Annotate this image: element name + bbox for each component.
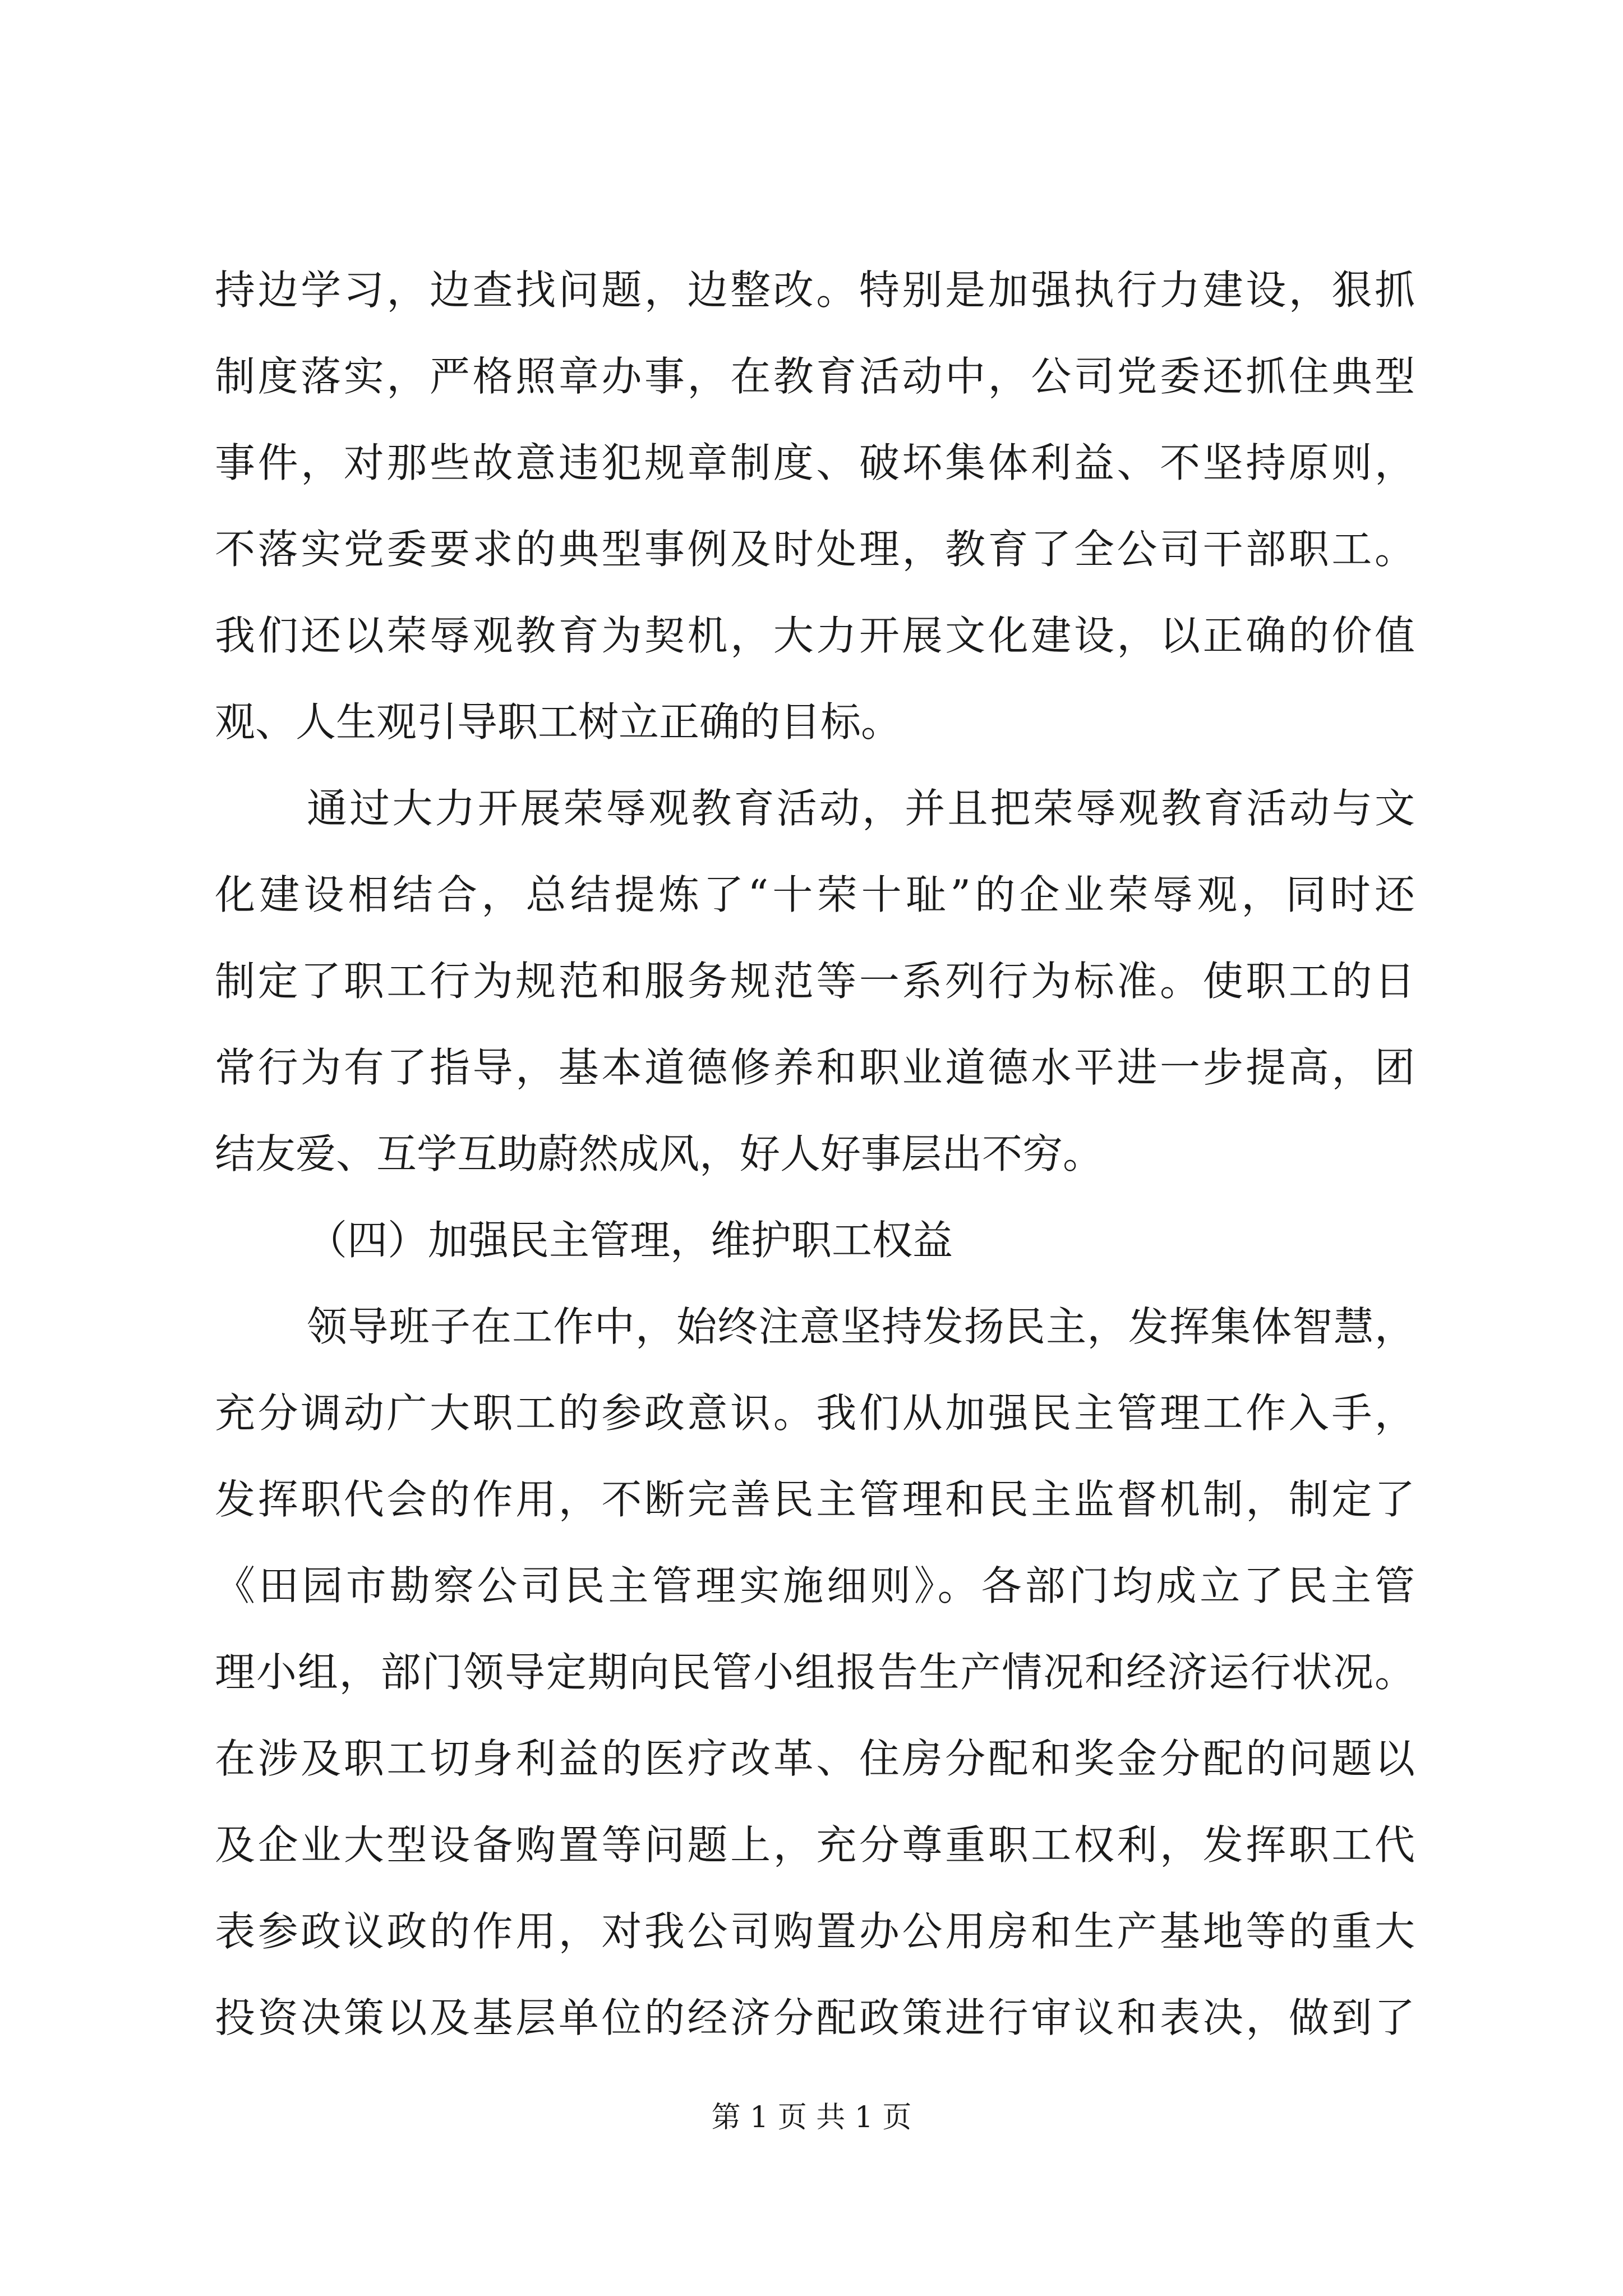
document-body: [215, 247, 1415, 2061]
paragraph-first-line: 领导班子在工作中，始终注意坚持发扬民主，发挥集体智慧，: [307, 1303, 1415, 1350]
text-line: 充分调动广大职工的参政意识。我们从加强民主管理工作入手，: [215, 1389, 1415, 1437]
text-line: 发挥职代会的作用，不断完善民主管理和民主监督机制，制定了: [215, 1476, 1415, 1523]
text-line: 持边学习，边查找问题，边整改。特别是加强执行力建设，狠抓: [215, 266, 1415, 314]
text-line: 理小组，部门领导定期向民管小组报告生产情况和经济运行状况。: [215, 1649, 1415, 1696]
text-line: 结友爱、互学互助蔚然成风，好人好事层出不穷。: [215, 1130, 1104, 1177]
text-line: 及企业大型设备购置等问题上，充分尊重职工权利，发挥职工代: [215, 1821, 1415, 1869]
text-line: 事件，对那些故意违犯规章制度、破坏集体利益、不坚持原则，: [215, 439, 1415, 486]
text-line: 《田园市勘察公司民主管理实施细则》。各部门均成立了民主管: [215, 1562, 1415, 1609]
text-line: 制度落实，严格照章办事，在教育活动中，公司党委还抓住典型: [215, 353, 1415, 400]
text-line: 表参政议政的作用，对我公司购置办公用房和生产基地等的重大: [215, 1908, 1415, 1955]
section-heading: （四）加强民主管理，维护职工权益: [307, 1217, 953, 1264]
text-line: 在涉及职工切身利益的医疗改革、住房分配和奖金分配的问题以: [215, 1735, 1415, 1782]
text-line: 化建设相结合，总结提炼了“十荣十耻”的企业荣辱观，同时还: [215, 871, 1415, 918]
text-line: 我们还以荣辱观教育为契机，大力开展文化建设，以正确的价值: [215, 612, 1415, 659]
text-line: 常行为有了指导，基本道德修养和职业道德水平进一步提高，团: [215, 1044, 1415, 1091]
text-line: 制定了职工行为规范和服务规范等一系列行为标准。使职工的日: [215, 958, 1415, 1005]
paragraph-first-line: 通过大力开展荣辱观教育活动，并且把荣辱观教育活动与文: [307, 785, 1415, 832]
page-footer: 第 1 页 共 1 页: [711, 2101, 912, 2134]
text-line: 不落实党委要求的典型事例及时处理，教育了全公司干部职工。: [215, 526, 1415, 573]
text-line: 投资决策以及基层单位的经济分配政策进行审议和表决，做到了: [215, 1994, 1415, 2041]
text-line: 观、人生观引导职工树立正确的目标。: [215, 698, 902, 746]
